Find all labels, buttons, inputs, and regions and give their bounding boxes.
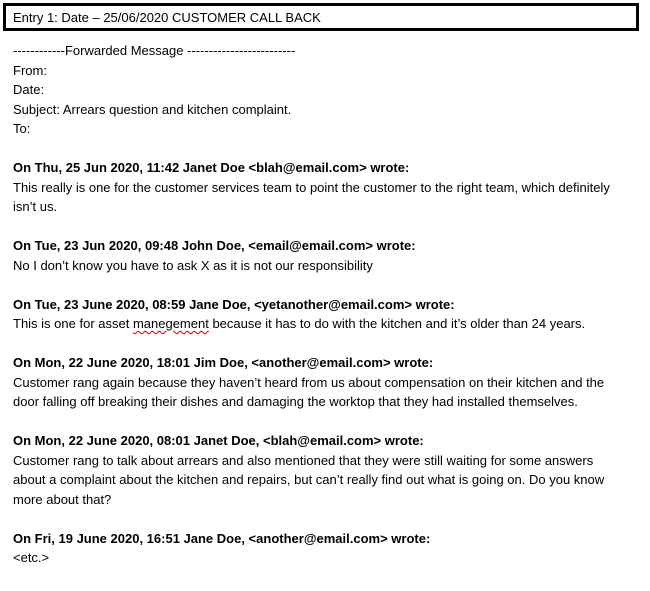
subject-field: Subject: Arrears question and kitchen complaint. [13,101,292,117]
message-header: On Mon, 22 June 2020, 18:01 Jim Doe, <another@email.com> wrote: [13,355,434,370]
spacer [13,334,633,354]
spacer [13,275,633,295]
entry-header-text: Entry 1: Date – 25/06/2020 CUSTOMER CALL BACK [13,9,321,25]
from-field: From: [13,62,47,78]
message-header: On Tue, 23 Jun 2020, 09:48 John Doe, <email@email.com> wrote: [13,238,416,253]
date-field: Date: [13,82,45,97]
misspelled-word: manegement [132,316,209,331]
forward-separator: ------------Forwarded Message ------------------------- [13,43,296,58]
spacer [13,412,633,432]
spacer [13,509,633,529]
message-header: On Tue, 23 June 2020, 08:59 Jane Doe, <yetanother@email.com> wrote: [13,296,455,312]
spacer [13,217,633,237]
message-body: No I don’t know you have to ask X as it is not our responsibility [13,257,373,273]
message-body: Customer rang again because they haven’t heard from us about compensation on their kitchen and the door falling off breaking their dishes and damaging the worktop that they had installed themselves. [13,374,605,409]
message-body-part: This is one for asset [13,316,133,331]
message-body: Customer rang to talk about arrears and also mentioned that they were still waiting for some answers about a complaint about the kitchen and repairs, but can’t really find out what is going on. Do you know more about that? [13,452,605,507]
email-thread [13,41,633,568]
spacer [13,139,633,159]
to-field: To: [13,121,31,136]
message-body-part: because it has to do with the kitchen and it’s older than 24 years. [208,316,586,331]
message-body: This really is one for the customer services team to point the customer to the right team, which definitely isn’t us. [13,179,610,214]
message-body [13,314,633,334]
message-header: On Fri, 19 June 2020, 16:51 Jane Doe, <another@email.com> wrote: [13,530,431,546]
entry-header-box [3,3,639,31]
message-header: On Mon, 22 June 2020, 08:01 Janet Doe, <blah@email.com> wrote: [13,433,424,448]
message-header: On Thu, 25 Jun 2020, 11:42 Janet Doe <blah@email.com> wrote: [13,160,410,175]
message-body: <etc.> [13,550,50,565]
